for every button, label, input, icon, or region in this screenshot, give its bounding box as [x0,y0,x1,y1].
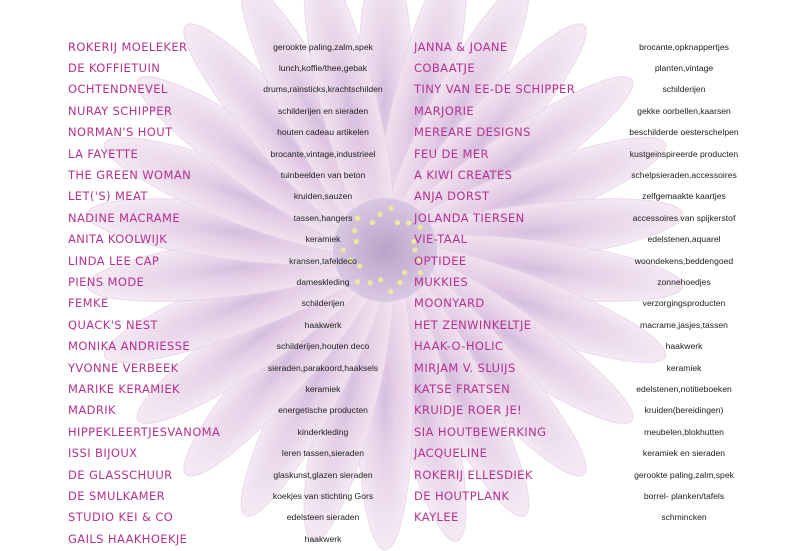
exhibitor-products: schilderijen [662,84,706,95]
exhibitor-products: schilderijen [301,298,345,309]
exhibitor-name: MARIKE KERAMIEK [68,381,180,396]
left-exhibitor-products [252,36,394,549]
exhibitor-name: A KIWI CREATES [414,168,513,183]
exhibitor-products: edelstenen,notitieboeken [636,383,732,394]
exhibitor-products: haakwerk [304,533,342,544]
exhibitor-name: MEREARE DESIGNS [414,125,531,140]
exhibitor-products: haakwerk [665,341,703,352]
exhibitor-name: QUACK'S NEST [68,317,158,332]
stamen-dot [395,220,400,225]
exhibitor-products: keramiek [305,383,341,394]
exhibitor-products: verzorgingsproducten [642,298,726,309]
exhibitor-products: kransen,tafeldeco [289,255,357,266]
exhibitor-name: ISSI BIJOUX [68,446,138,461]
exhibitor-name: NURAY SCHIPPER [68,103,173,118]
exhibitor-products: tassen,hangers [293,212,353,223]
exhibitor-products: glaskunst,glazen sieraden [273,469,373,480]
exhibitor-name: JOLANDA TIERSEN [414,210,525,225]
exhibitor-products: kruiden,sauzen [293,191,353,202]
exhibitor-products: gerookte paling,zalm,spek [273,41,373,52]
exhibitor-products: gerookte paling,zalm,spek [634,469,734,480]
exhibitor-products: haakwerk [304,319,342,330]
exhibitor-name: HAAK-O-HOLIC [414,339,504,354]
exhibitor-name: ROKERIJ ELLESDIEK [414,467,533,482]
exhibitor-products: edelstenen,aquarel [647,234,721,245]
exhibitor-products: macrame,jasjes,tassen [640,319,728,330]
exhibitor-products: sieraden,parakoord,haaksels [267,362,379,373]
exhibitor-products: zonnehoedjes [657,276,711,287]
exhibitor-products: schelpsieraden,accessoires [631,170,737,181]
exhibitor-name: DE KOFFIETUIN [68,61,161,76]
exhibitor-name: KATSE FRATSEN [414,381,511,396]
right-exhibitor-products [590,36,778,528]
exhibitor-products: kinderkleding [297,426,349,437]
exhibitor-products: planten,vintage [654,63,714,74]
exhibitor-products: keramiek [305,234,341,245]
exhibitor-name: COBAATJE [414,61,476,76]
exhibitor-name: LA FAYETTE [68,146,139,161]
exhibitor-name: OCHTENDNEVEL [68,82,168,97]
exhibitor-name: KRUIDJE ROER JE! [414,403,523,418]
exhibitor-products: edelsteen sieraden [286,512,360,523]
exhibitor-name: MONIKA ANDRIESSE [68,339,191,354]
exhibitor-name: DE SMULKAMER [68,488,166,503]
exhibitor-products: woondekens,beddengoed [634,255,734,266]
exhibitor-name: JACQUELINE [414,446,488,461]
exhibitor-products: schilderijen,houten deco [276,341,370,352]
exhibitor-products: meubelen,blokhutten [644,426,724,437]
exhibitor-name: MUKKIES [414,274,469,289]
exhibitor-products: beschilderde oesterschelpen [629,127,739,138]
exhibitor-name: NORMAN'S HOUT [68,125,173,140]
exhibitor-products: keramiek en sieraden [642,448,726,459]
exhibitor-name: THE GREEN WOMAN [68,168,192,183]
exhibitor-products: zelfgemaakte kaartjes [642,191,726,202]
exhibitor-name: STUDIO KEI & CO [68,510,174,525]
exhibitor-name: LET('S) MEAT [68,189,148,204]
exhibitor-name: SIA HOUTBEWERKING [414,424,547,439]
exhibitor-name: FEU DE MER [414,146,489,161]
exhibitor-products: energetische producten [278,405,368,416]
exhibitor-products: brocante,opknappertjes [639,41,729,52]
exhibitor-products: lunch,koffie/thee,gebak [278,63,368,74]
exhibitor-products: borrel- planken/tafels [643,490,725,501]
exhibitor-products: accessoires van spijkerstof [632,212,736,223]
exhibitor-name: PIENS MODE [68,274,145,289]
left-exhibitor-names [68,36,258,549]
exhibitor-name: MARJORIE [414,103,475,118]
exhibitor-name: MOONYARD [414,296,485,311]
exhibitor-name: DE GLASSCHUUR [68,467,173,482]
exhibitor-name: YVONNE VERBEEK [68,360,179,375]
exhibitor-products: houten cadeau artikelen [277,127,369,138]
exhibitor-products: kustgeinspireerde producten [629,148,739,159]
exhibitor-products: brocante,vintage,industrieel [270,148,376,159]
exhibitor-name: NADINE MACRAME [68,210,181,225]
stamen-dot [402,270,407,275]
exhibitor-products: leren tassen,sieraden [281,448,365,459]
stamen-dot [397,280,402,285]
exhibitor-name: ANITA KOOLWIJK [68,232,168,247]
exhibitor-name: OPTIDEE [414,253,467,268]
exhibitor-name: VIE-TAAL [414,232,468,247]
exhibitor-name: MIRJAM V. SLUIJS [414,360,516,375]
exhibitor-products: koekjes van stichting Gors [272,490,374,501]
stamen-dot [406,220,411,225]
exhibitor-products: tuinbeelden van beton [280,170,366,181]
exhibitor-products: keramiek [666,362,702,373]
exhibitor-name: DE HOUTPLANK [414,488,510,503]
exhibitor-name: JANNA & JOANE [414,39,508,54]
exhibitor-name: FEMKE [68,296,109,311]
exhibitor-products: dameskleding [296,276,350,287]
exhibitor-products: gekke oorbellen,kaarsen [637,105,731,116]
exhibitor-name: MADRIK [68,403,116,418]
exhibitor-name: ANJA DORST [414,189,490,204]
exhibitor-name: KAYLEE [414,510,459,525]
exhibitor-name: TINY VAN EE-DE SCHIPPER [414,82,576,97]
exhibitor-name: LINDA LEE CAP [68,253,160,268]
exhibitor-name: GAILS HAAKHOEKJE [68,531,188,546]
exhibitor-products: kruiden(bereidingen) [644,405,724,416]
exhibitor-products: schmincken [661,512,707,523]
exhibitor-name: HIPPEKLEERTJESVANOMA [68,424,221,439]
exhibitor-products: schilderijen en sieraden [277,105,369,116]
exhibitor-name: ROKERIJ MOELEKER [68,39,188,54]
exhibitor-products: drums,rainsticks,krachtschilden [263,84,383,95]
exhibitor-name: HET ZENWINKELTJE [414,317,532,332]
